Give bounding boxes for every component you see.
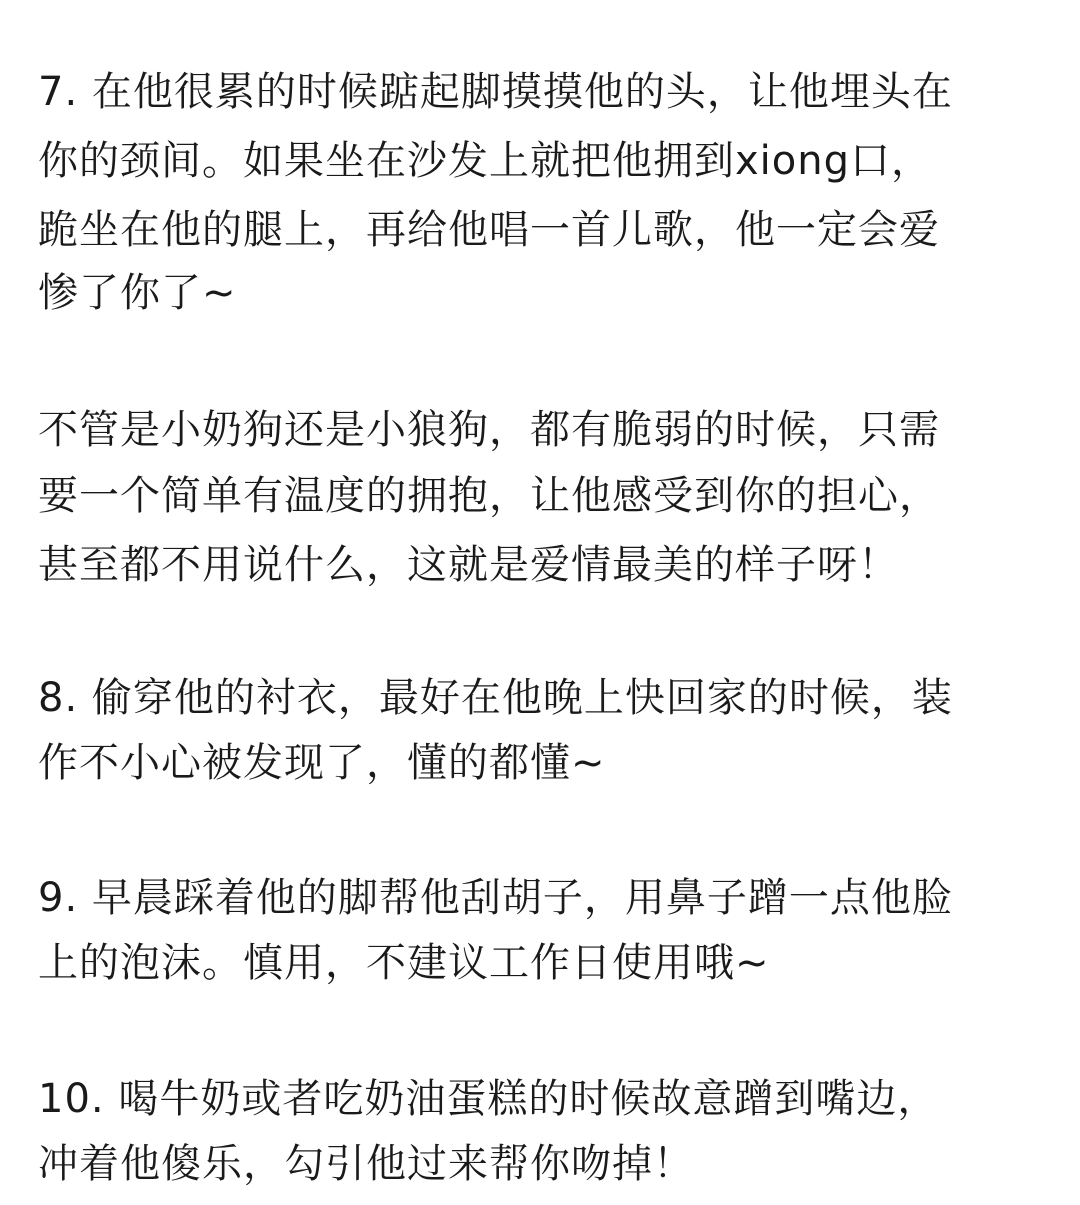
text-line: 你的颈间。如果坐在沙发上就把他拥到xiong口，	[38, 138, 932, 184]
text-line: 惨了你了~	[38, 270, 237, 316]
text-line: 跪坐在他的腿上，再给他唱一首儿歌，他一定会爱	[38, 207, 940, 253]
text-line: 7. 在他很累的时候踮起脚摸摸他的头，让他埋头在	[38, 69, 953, 115]
text-line: 甚至都不用说什么，这就是爱情最美的样子呀！	[38, 542, 899, 588]
text-line: 要一个简单有温度的拥抱，让他感受到你的担心，	[38, 473, 940, 519]
text-line: 9. 早晨踩着他的脚帮他刮胡子，用鼻子蹭一点他脸	[38, 875, 953, 921]
text-line: 不管是小奶狗还是小狼狗，都有脆弱的时候，只需	[38, 407, 940, 453]
text-line: 10. 喝牛奶或者吃奶油蛋糕的时候故意蹭到嘴边，	[38, 1076, 939, 1122]
text-line: 上的泡沫。慎用，不建议工作日使用哦~	[38, 940, 770, 986]
text-line: 冲着他傻乐，勾引他过来帮你吻掉！	[38, 1141, 694, 1187]
text-line: 8. 偷穿他的衬衣，最好在他晚上快回家的时候，装	[38, 675, 953, 721]
text-line: 作不小心被发现了，懂的都懂~	[38, 740, 606, 786]
